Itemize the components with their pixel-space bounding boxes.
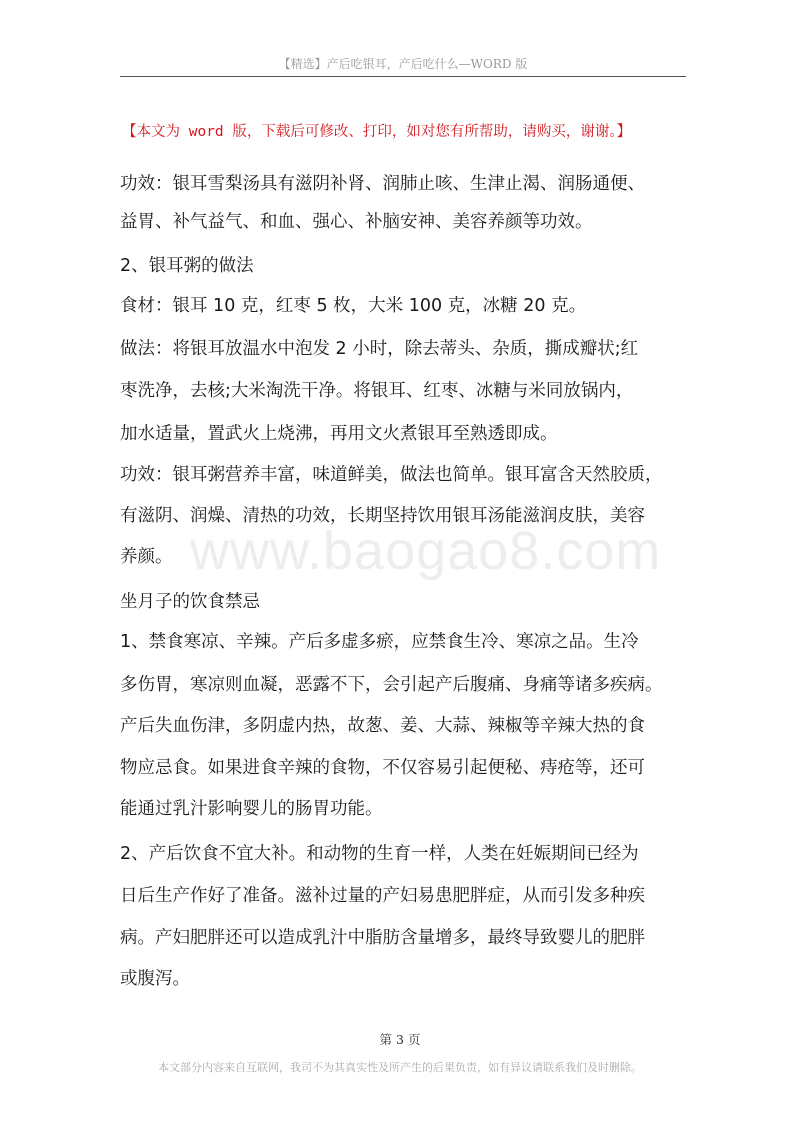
body-line: 1、禁食寒凉、辛辣。产后多虚多瘀，应禁食生冷、寒凉之品。生冷 [120,632,639,652]
body-line: 有滋阴、润燥、清热的功效，长期坚持饮用银耳汤能滋润皮肤，美容 [120,506,645,526]
body-line: 产后失血伤津，多阴虚内热，故葱、姜、大蒜、辣椒等辛辣大热的食 [120,716,645,736]
section-heading: 坐月子的饮食禁忌 [120,592,260,612]
body-line: 多伤胃，寒凉则血凝，恶露不下，会引起产后腹痛、身痛等诸多疾病。 [120,675,663,695]
body-line: 日后生产作好了准备。滋补过量的产妇易患肥胖症，从而引发多种疾 [120,886,645,906]
section-heading: 2、银耳粥的做法 [120,256,254,276]
body-line: 功效：银耳粥营养丰富，味道鲜美，做法也简单。银耳富含天然胶质， [120,465,663,485]
body-line: 养颜。 [120,547,173,567]
body-line: 加水适量，置武火上烧沸，再用文火煮银耳至熟透即成。 [120,424,558,444]
body-line: 做法：将银耳放温水中泡发 2 小时，除去蒂头、杂质，撕成瓣状;红 [120,339,639,359]
footer-disclaimer: 本文部分内容来自互联网，我司不为其真实性及所产生的后果负责，如有异议请联系我们及时删除。 [158,1061,642,1074]
body-line: 功效：银耳雪梨汤具有滋阴补肾、润肺止咳、生津止渴、润肠通便、 [120,174,645,194]
body-line: 能通过乳汁影响婴儿的肠胃功能。 [120,799,383,819]
watermark: www.baogao8.com [190,521,662,581]
body-line: 物应忌食。如果进食辛辣的食物，不仅容易引起便秘、痔疮等，还可 [120,758,645,778]
body-line: 或腹泻。 [120,969,190,989]
body-line: 病。产妇肥胖还可以造成乳汁中脂肪含量增多，最终导致婴儿的肥胖 [120,928,645,948]
body-line: 2、产后饮食不宜大补。和动物的生育一样，人类在妊娠期间已经为 [120,844,639,864]
header-divider [120,76,686,77]
body-line: 食材：银耳 10 克，红枣 5 枚，大米 100 克，冰糖 20 克。 [120,296,587,316]
body-line: 枣洗净，去核;大米淘洗干净。将银耳、红枣、冰糖与米同放锅内， [120,381,634,401]
page-header: 【精选】产后吃银耳，产后吃什么—WORD 版 [278,57,528,71]
page-number: 第 3 页 [379,1032,421,1047]
purchase-notice: 【本文为 word 版，下载后可修改、打印，如对您有所帮助，请购买，谢谢。】 [122,124,632,140]
body-line: 益胃、补气益气、和血、强心、补脑安神、美容养颜等功效。 [120,212,593,232]
